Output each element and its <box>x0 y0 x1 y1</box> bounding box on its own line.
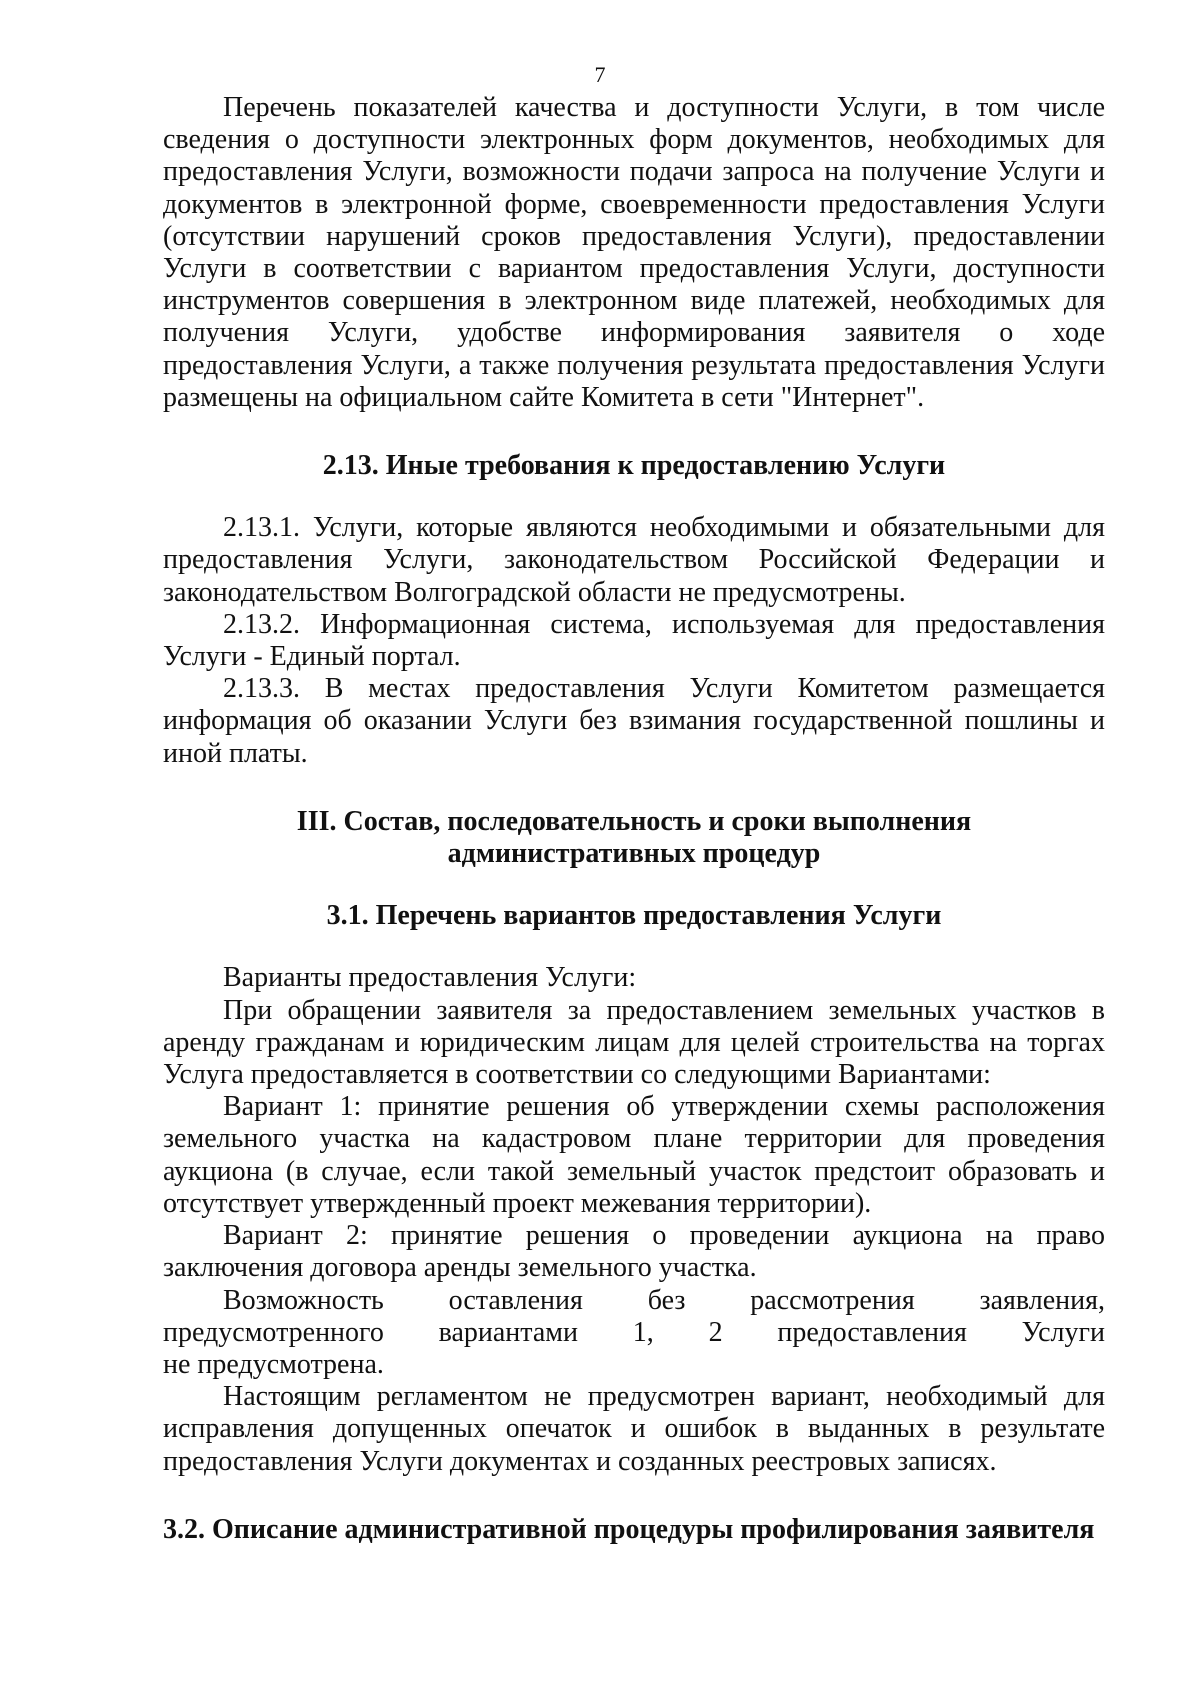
paragraph-2-13-3: 2.13.3. В местах предоставления Услуги Комитетом размещается информация об оказании Услуги без взимания государственной пошлины и иной платы. <box>163 673 1105 769</box>
no-review-line-2 <box>163 1317 1105 1349</box>
word: заявления, <box>979 1284 1105 1316</box>
section-3-2-heading: 3.2. Описание административной процедуры профилирования заявителя <box>163 1513 1095 1545</box>
section-3-heading-line2: административных процедур <box>447 838 821 870</box>
word: оставления <box>448 1284 583 1316</box>
section-3-heading-line1: III. Состав, последовательность и сроки выполнения <box>296 805 972 837</box>
document-body <box>163 92 1105 1546</box>
word: 2 <box>708 1316 723 1348</box>
regulation-note-paragraph: Настоящим регламентом не предусмотрен вариант, необходимый для исправления допущенных опечаток и ошибок в выданных в результате предоставления Услуги документах и созданных реестровых записях. <box>163 1381 1105 1477</box>
word: рассмотрения <box>750 1284 915 1316</box>
section-2-13-heading: 2.13. Иные требования к предоставлению Услуги <box>322 450 946 482</box>
quality-indicators-paragraph: Перечень показателей качества и доступности Услуги, в том числе сведения о доступности электронных форм документов, необходимых для предоставления Услуги, возможности подачи запроса на получение Услуги и документов в электронной форме, своевременности предоставления Услуги (отсутствии нарушений сроков предоставления Услуги), предоставлении Услуги в соответствии с вариантом предоставления Услуги, доступности инструментов совершения в электронном виде платежей, необходимых для получения Услуги, удобстве информирования заявителя о ходе предоставления Услуги, а также получения результата предоставления Услуги размещены на официальном сайте Комитета в сети "Интернет". <box>163 92 1105 413</box>
word: вариантами <box>438 1316 578 1348</box>
word: без <box>647 1284 686 1316</box>
section-3-1-heading: 3.1. Перечень вариантов предоставления Услуги <box>326 900 942 932</box>
word: 1, <box>632 1316 654 1348</box>
word: предусмотренного <box>163 1316 384 1348</box>
word: Услуги <box>1021 1316 1105 1348</box>
variants-intro: Варианты предоставления Услуги: <box>223 962 637 994</box>
variant-1-paragraph: Вариант 1: принятие решения об утверждении схемы расположения земельного участка на кадастровом плане территории для проведения аукциона (в случае, если такой земельный участок предстоит образовать и отсутствует утвержденный проект межевания территории). <box>163 1091 1105 1219</box>
word: Возможность <box>223 1284 384 1316</box>
word: предоставления <box>777 1316 967 1348</box>
no-review-line-3: не предусмотрена. <box>163 1348 384 1380</box>
paragraph-2-13-1: 2.13.1. Услуги, которые являются необходимыми и обязательными для предоставления Услуги, законодательством Российской Федерации и законодательством Волгоградской области не предусмотрены. <box>163 512 1105 608</box>
variant-2-paragraph: Вариант 2: принятие решения о проведении аукциона на право заключения договора аренды земельного участка. <box>163 1220 1105 1284</box>
page-number: 7 <box>594 62 606 87</box>
variants-context-paragraph: При обращении заявителя за предоставлением земельных участков в аренду гражданам и юридическим лицам для целей строительства на торгах Услуга предоставляется в соответствии со следующими Вариантами: <box>163 994 1105 1091</box>
paragraph-2-13-2: 2.13.2. Информационная система, используемая для предоставления Услуги - Единый портал. <box>163 608 1105 673</box>
no-review-line-1 <box>163 1285 1105 1317</box>
